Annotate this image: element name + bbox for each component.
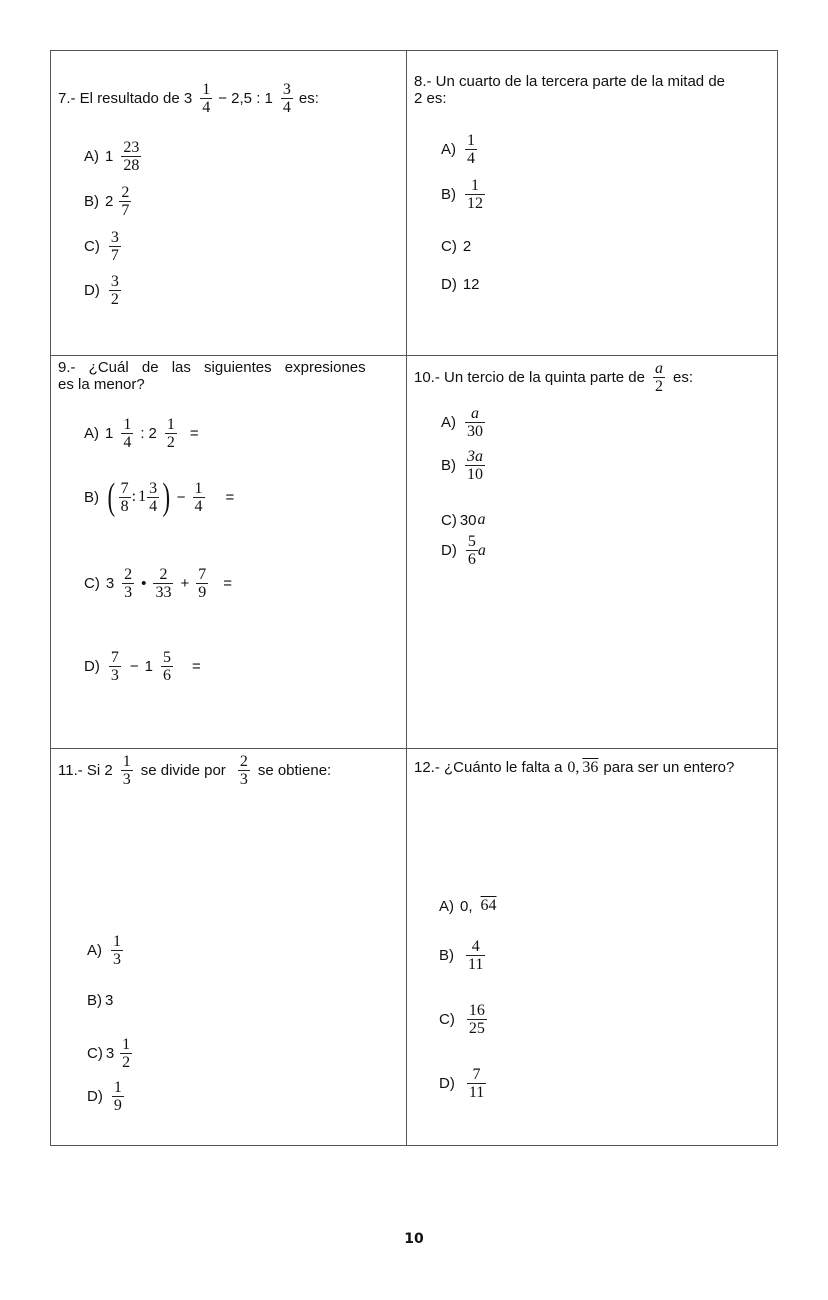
q7-option-c[interactable]: C) $\frac{3}{7}$ [84,229,119,264]
q7-suffix: es: [298,90,319,107]
q12-option-d[interactable]: D) $\frac{7}{11}$ [439,1066,485,1101]
question-12-text [414,759,734,776]
q7-option-b[interactable]: B) 2 $\frac{2}{7}$ [84,184,130,219]
q9-option-c[interactable]: C) 3 $\frac{2}{3}$ • $\frac{2}{33}$ + $\frac{7}{9}$ = [84,566,232,601]
question-7-text [58,81,319,116]
q8-option-a[interactable]: A) $\frac{1}{4}$ [441,132,475,167]
q11-suffix: se obtiene: [257,762,332,779]
q10-option-c[interactable]: C) 30 a [441,511,486,529]
q12-suffix: para ser un entero? [603,759,735,776]
q10-option-b[interactable]: B) $\frac{3a}{10}$ [441,448,483,483]
q8-line-2: 2 es: [414,90,447,107]
question-10-text [414,360,693,395]
q9-option-b[interactable]: B) ( $\frac{7}{8}$ : 1 $\frac{3}{4}$ ) − $\frac{1}{4}$ = [84,476,235,518]
q12-option-a[interactable]: A) 0, 64 [439,897,497,915]
q8-line-1: 8.- Un cuarto de la tercera parte de la mitad de [414,73,726,90]
q12-option-c[interactable]: C) $\frac{16}{25}$ [439,1002,485,1037]
q10-suffix: es: [672,369,693,386]
q7-mid: − 2,5 : 1 [218,90,273,107]
q11-option-c[interactable]: C) 3 $\frac{1}{2}$ [87,1036,131,1071]
q8-option-b[interactable]: B) $\frac{1}{12}$ [441,177,483,212]
question-8-cell [407,51,779,355]
q10-option-d[interactable]: D) $\frac{5}{6}$ a [441,533,486,568]
q7-option-a[interactable]: A) 1 $\frac{23}{28}$ [84,139,140,174]
q11-option-b[interactable]: B) 3 [87,992,114,1009]
q10-fraction: $\frac{a}{2}$ [654,360,663,395]
q7-fraction-1: $\frac{1}{4}$ [202,81,211,116]
q11-mid: se divide por [140,762,226,779]
q12-number-repeating: 36 [582,759,599,776]
page-number: 10 [404,1231,424,1247]
q7-prefix: 7.- El resultado de 3 [58,90,193,107]
q11-option-d[interactable]: D) $\frac{1}{9}$ [87,1079,122,1114]
q10-prefix: 10.- Un tercio de la quinta parte de [414,369,645,386]
q11-prefix: 11.- Si 2 [58,762,113,779]
q9-line-2: es la menor? [58,376,145,393]
q12-prefix: 12.- ¿Cuánto le falta a [414,759,563,776]
question-11-text [58,753,331,788]
question-8-text [414,73,725,107]
q8-option-c[interactable]: C) 2 [441,238,472,255]
question-9-cell [51,356,406,748]
q11-fraction-1: $\frac{1}{3}$ [122,753,131,788]
questions-table [50,50,778,1146]
question-11-cell [51,749,406,1145]
question-10-cell [407,356,779,748]
q7-option-d[interactable]: D) $\frac{3}{2}$ [84,273,119,308]
left-paren: ( [107,476,116,518]
q11-fraction-2: $\frac{2}{3}$ [239,753,248,788]
q9-option-a[interactable]: A) 1 $\frac{1}{4}$ : 2 $\frac{1}{2}$ = [84,416,199,451]
q11-option-a[interactable]: A) $\frac{1}{3}$ [87,933,121,968]
q9-line-1: 9.- ¿Cuál de las siguientes expresiones [58,359,366,376]
q7-fraction-2: $\frac{3}{4}$ [282,81,291,116]
question-9-text [58,359,366,393]
q8-option-d[interactable]: D) 12 [441,276,480,293]
question-7-cell [51,51,406,355]
question-12-cell [407,749,779,1145]
q10-option-a[interactable]: A) $\frac{a}{30}$ [441,405,483,440]
q12-option-b[interactable]: B) $\frac{4}{11}$ [439,938,484,973]
q12-number-int: 0, [567,759,580,776]
right-paren: ) [162,476,171,518]
q9-option-d[interactable]: D) $\frac{7}{3}$ − 1 $\frac{5}{6}$ = [84,649,201,684]
